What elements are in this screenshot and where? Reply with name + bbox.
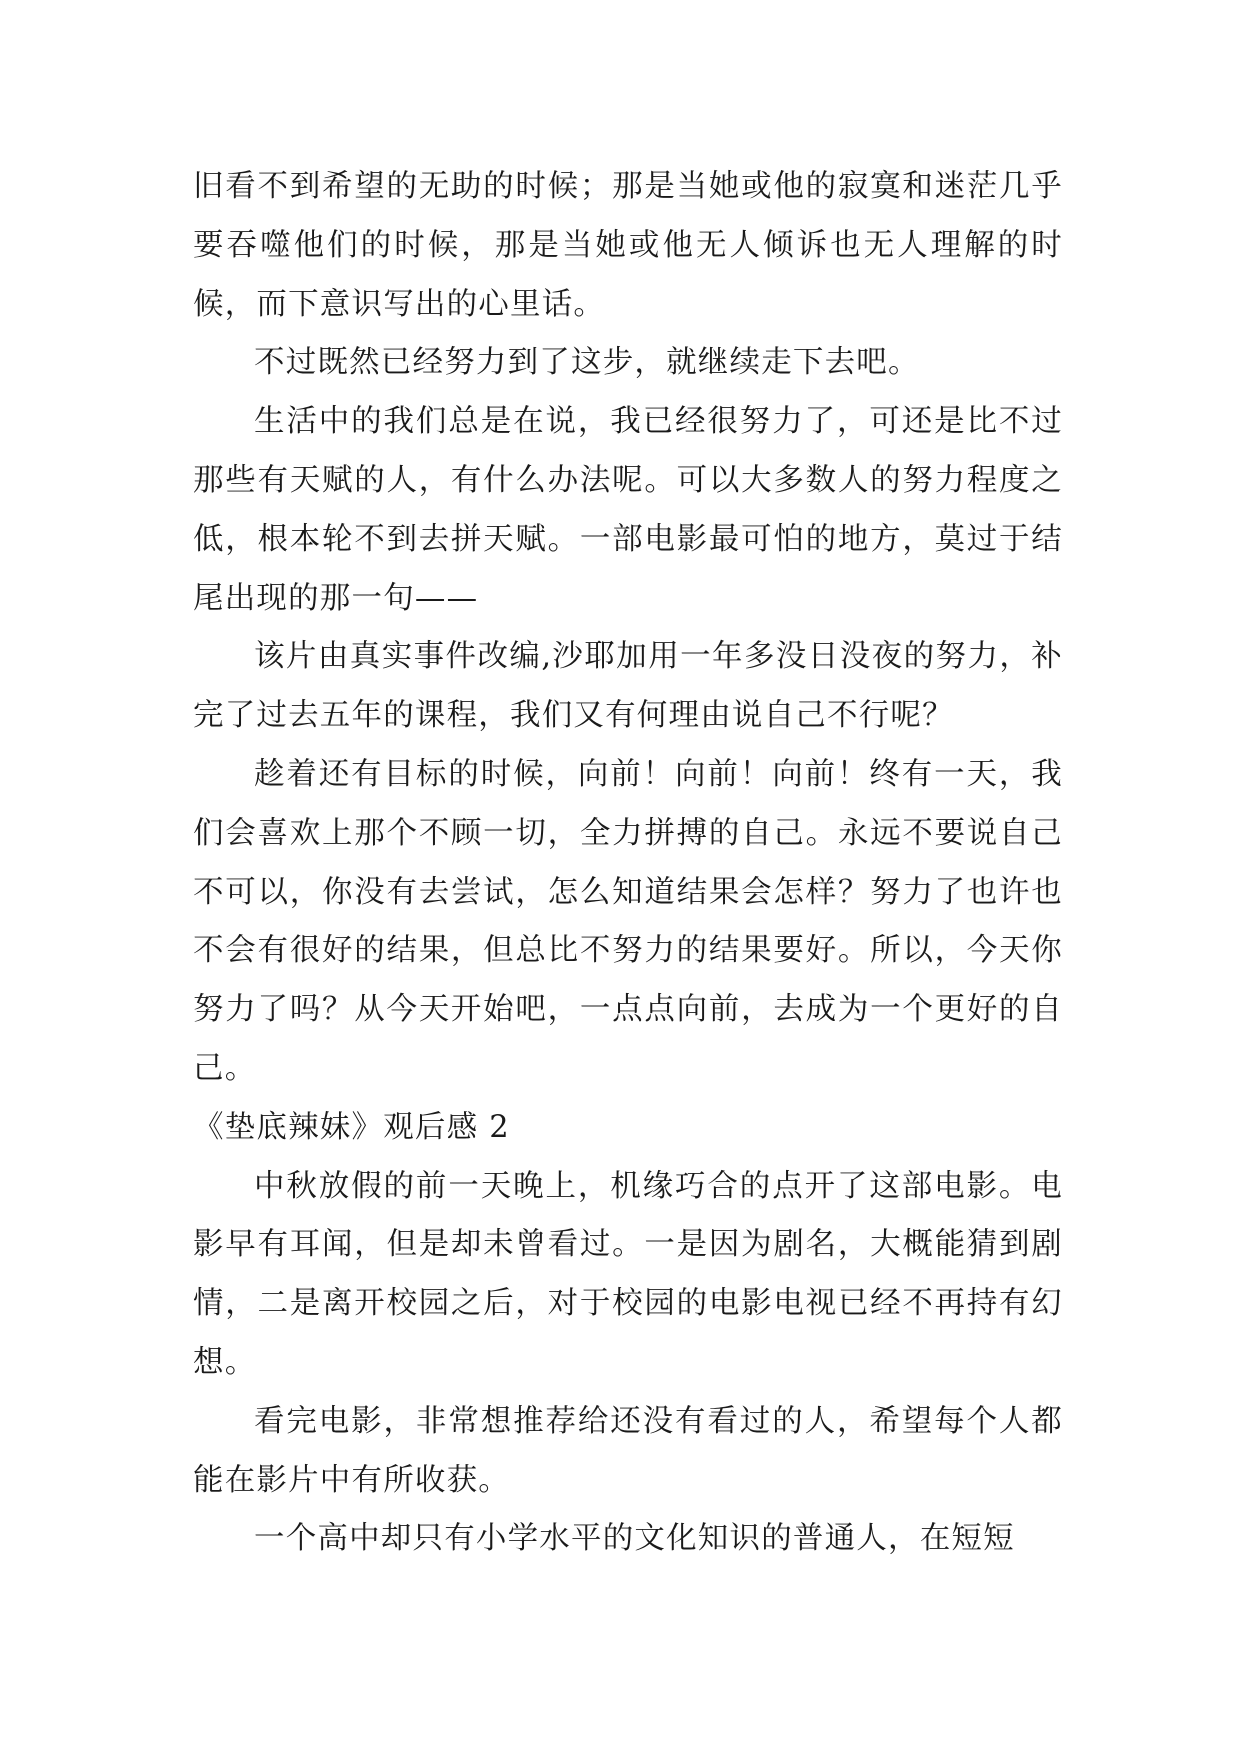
paragraph: 不过既然已经努力到了这步，就继续走下去吧。 (254, 345, 920, 381)
paragraph-continuation: 旧看不到希望的无助的时候；那是当她或他的寂寞和迷茫几乎要吞噬他们的时候，那是当她或他无人倾诉也无人理解的时候，而下意识写出的心里话。 (193, 169, 1063, 322)
document-body (193, 158, 1063, 1569)
paragraph: 趁着还有目标的时候，向前！向前！向前！终有一天，我们会喜欢上那个不顾一切，全力拼搏的自己。永远不要说自己不可以，你没有去尝试，怎么知道结果会怎样？努力了也许也不会有很好的结果，但总比不努力的结果要好。所以，今天你努力了吗？从今天开始吧，一点点向前，去成为一个更好的自己。 (193, 756, 1063, 1086)
paragraph: 生活中的我们总是在说，我已经很努力了，可还是比不过那些有天赋的人，有什么办法呢。可以大多数人的努力程度之低，根本轮不到去拼天赋。一部电影最可怕的地方，莫过于结尾出现的那一句—— (193, 404, 1063, 616)
paragraph: 中秋放假的前一天晚上，机缘巧合的点开了这部电影。电影早有耳闻，但是却未曾看过。一是因为剧名，大概能猜到剧情，二是离开校园之后，对于校园的电影电视已经不再持有幻想。 (193, 1168, 1063, 1380)
paragraph: 该片由真实事件改编,沙耶加用一年多没日没夜的努力，补完了过去五年的课程，我们又有何理由说自己不行呢？ (193, 639, 1063, 734)
paragraph: 一个高中却只有小学水平的文化知识的普通人，在短短 (254, 1521, 1015, 1557)
paragraph: 看完电影，非常想推荐给还没有看过的人，希望每个人都能在影片中有所收获。 (193, 1403, 1063, 1498)
section-heading: 《垫底辣妹》观后感 2 (193, 1109, 510, 1145)
